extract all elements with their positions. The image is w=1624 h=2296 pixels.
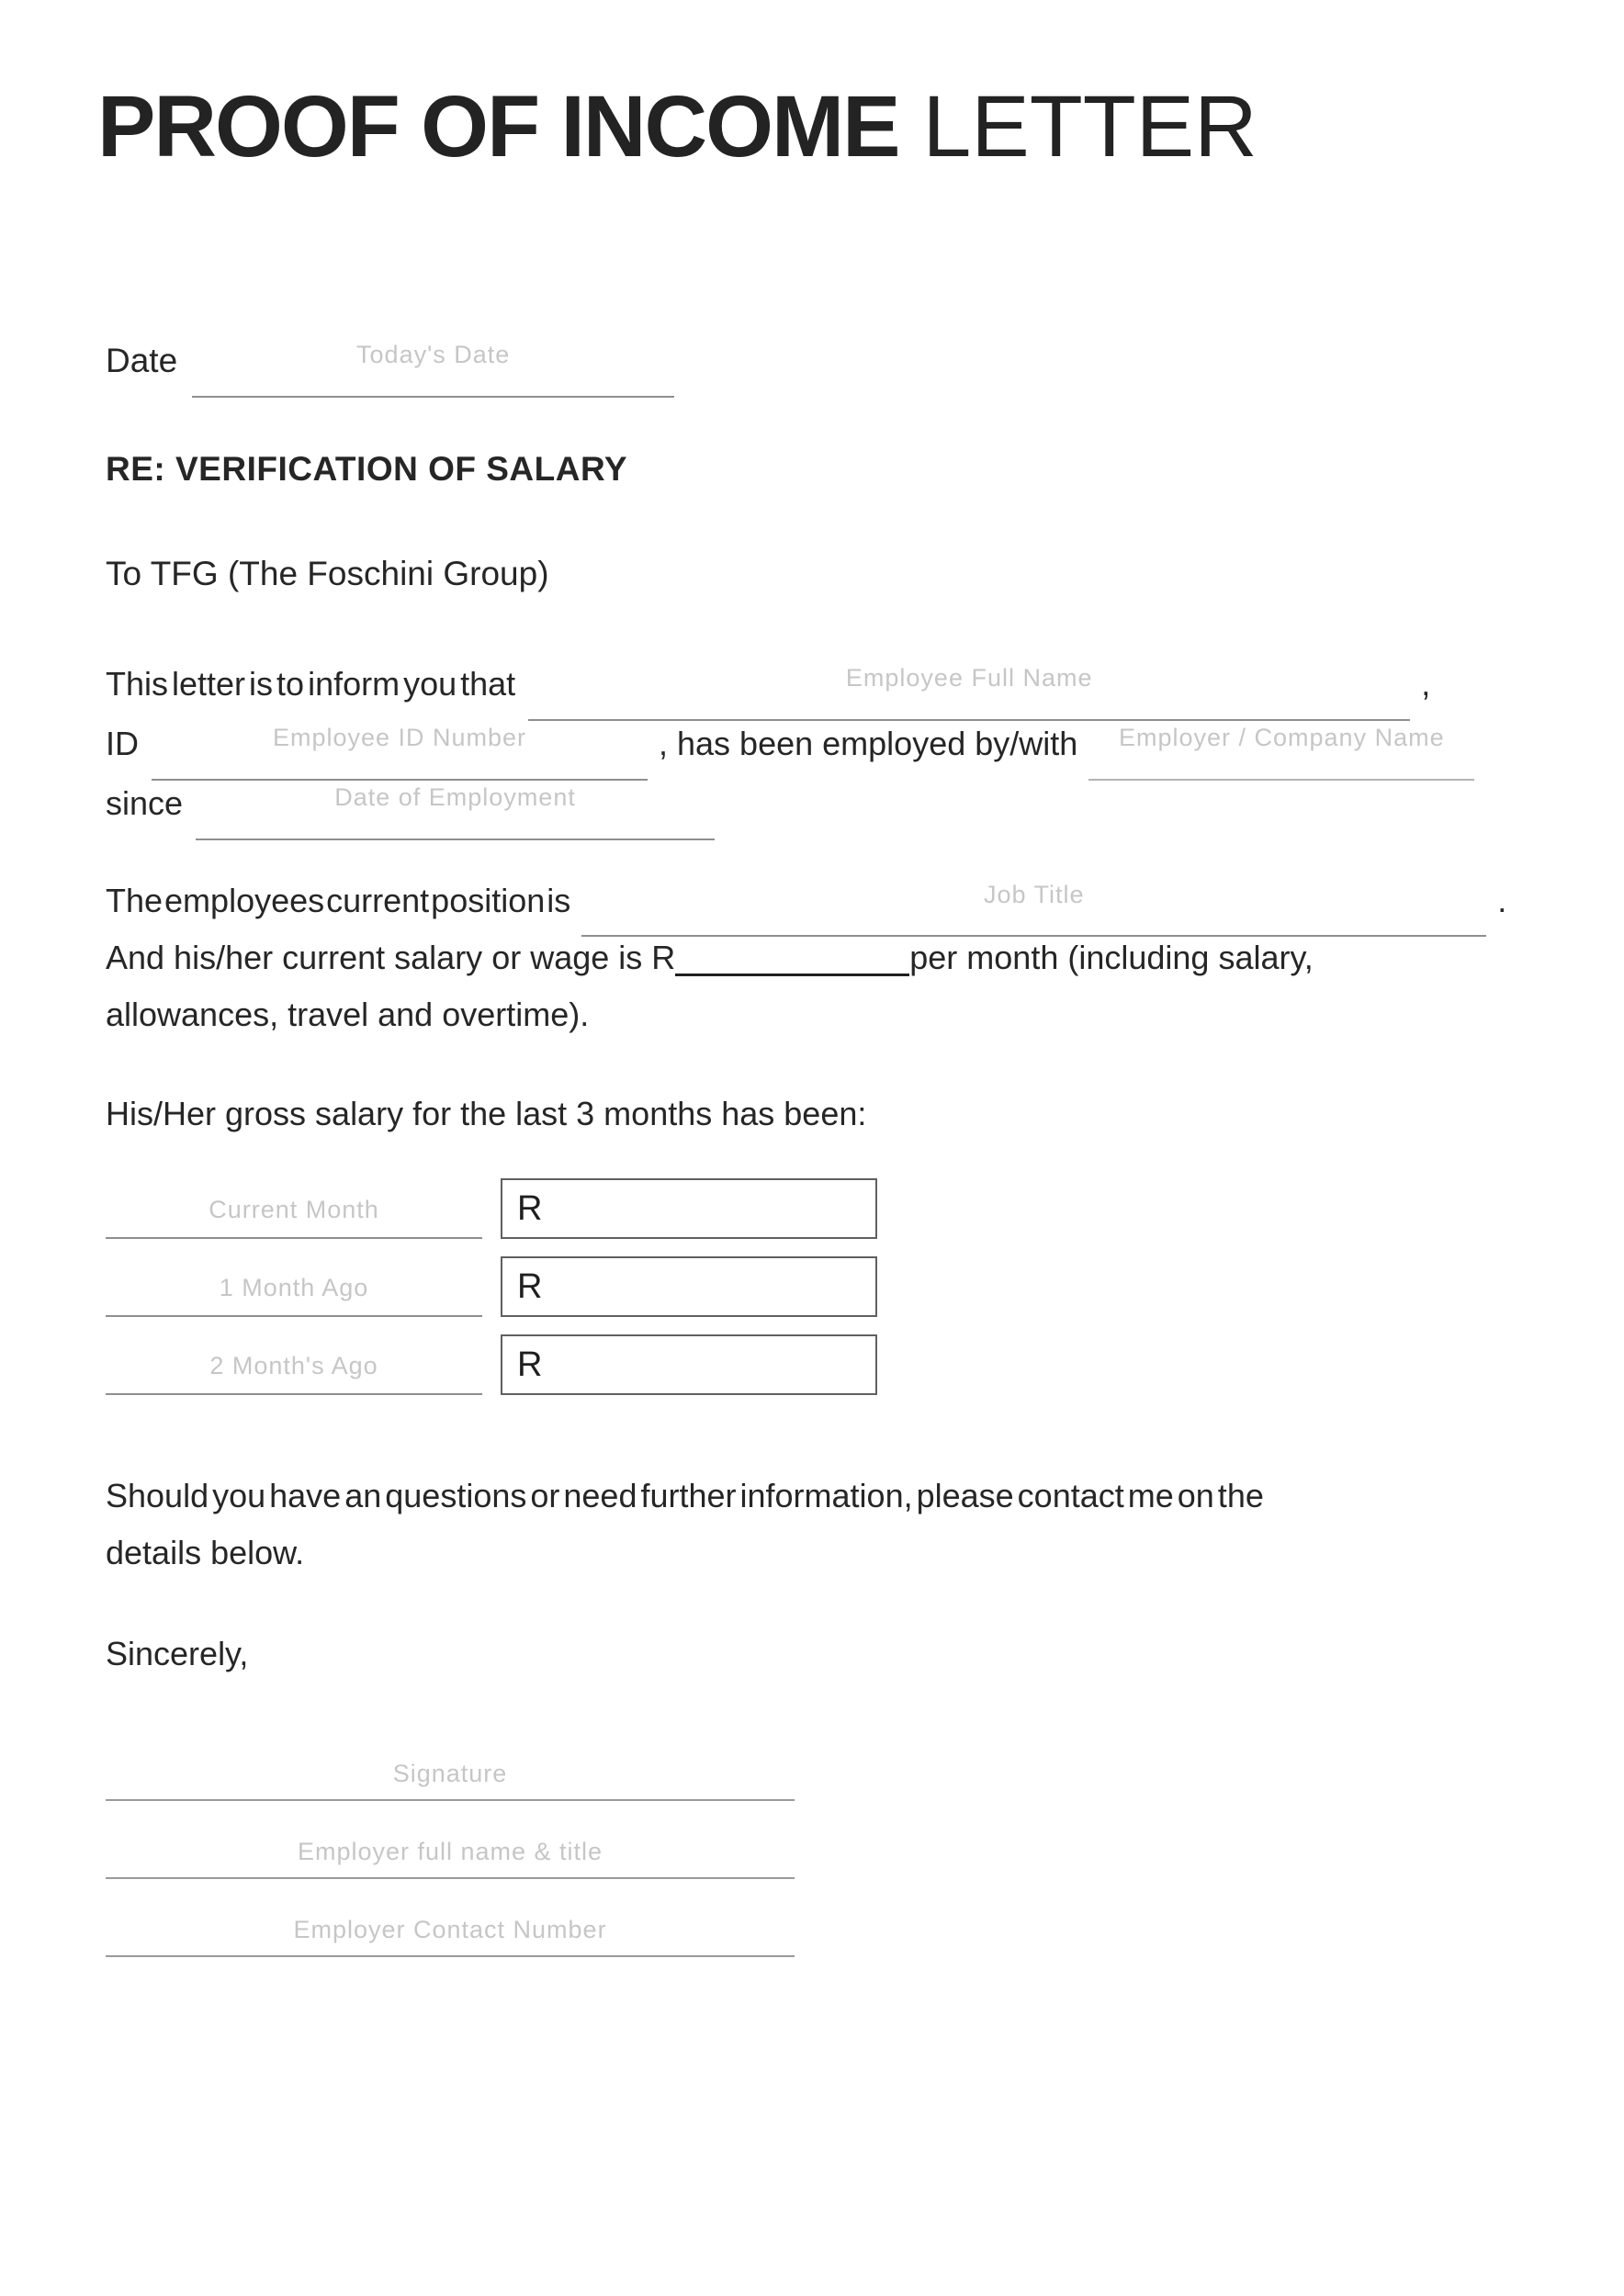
employee-id-field[interactable] <box>152 714 648 781</box>
job-title-field[interactable] <box>581 872 1486 937</box>
position-line-3: allowances, travel and overtime). <box>106 996 590 1033</box>
amount-box-current-month[interactable] <box>501 1178 877 1239</box>
intro-line-1-comma: , <box>1421 665 1431 703</box>
contact-paragraph <box>106 1468 1539 1581</box>
salary-text-prefix: And his/her current salary or wage is R <box>106 939 676 976</box>
employment-date-field[interactable] <box>196 773 715 840</box>
contact-line-1: Should you have an questions or need further information, please contact me on the <box>106 1477 1264 1514</box>
employment-date-placeholder: Date of Employment <box>334 783 576 811</box>
date-row <box>106 331 674 390</box>
position-line-1 <box>106 872 1539 929</box>
date-placeholder: Today's Date <box>356 341 511 368</box>
salary-row-current-month <box>106 1178 877 1239</box>
salary-row-1-month-ago <box>106 1256 877 1317</box>
employee-full-name-field[interactable] <box>528 654 1410 721</box>
employed-by-text: , has been employed by/with <box>659 725 1078 762</box>
intro-line-1 <box>106 654 1539 714</box>
employer-company-field[interactable] <box>1088 714 1474 781</box>
month-label-field-1-ago[interactable]: 1 Month Ago <box>106 1274 482 1317</box>
amount-box-2-months-ago[interactable] <box>501 1334 877 1395</box>
signature-field[interactable]: Signature <box>106 1760 795 1801</box>
job-title-placeholder: Job Title <box>983 881 1085 908</box>
contact-line-2: details below. <box>106 1534 305 1571</box>
intro-line-3 <box>106 773 1539 833</box>
subject-line: RE: VERIFICATION OF SALARY <box>106 450 627 488</box>
position-line-1-text: The employees current position is <box>106 882 571 919</box>
since-label: since <box>106 784 184 822</box>
salary-text-suffix: per month (including salary, <box>909 939 1314 976</box>
amount-box-1-month-ago[interactable] <box>501 1256 877 1317</box>
gross-salary-intro: His/Her gross salary for the last 3 months has been: <box>106 1095 867 1132</box>
salary-amount-field[interactable] <box>675 973 909 976</box>
recipient-line: To TFG (The Foschini Group) <box>106 555 549 592</box>
position-line-1-period: . <box>1497 882 1507 919</box>
title-bold: PROOF OF INCOME <box>97 78 899 175</box>
month-label-field-current[interactable]: Current Month <box>106 1196 482 1239</box>
date-field[interactable] <box>192 331 674 398</box>
employer-company-placeholder: Employer / Company Name <box>1118 724 1445 751</box>
employee-full-name-placeholder: Employee Full Name <box>845 664 1093 692</box>
signoff-line: Sincerely, <box>106 1635 249 1672</box>
currency-label: R <box>517 1188 543 1228</box>
intro-line-2 <box>106 714 1539 773</box>
employee-id-placeholder: Employee ID Number <box>272 724 527 751</box>
signature-block <box>106 1760 795 1994</box>
title-light: LETTER <box>922 78 1257 175</box>
intro-line-1-text: This letter is to inform you that <box>106 665 516 703</box>
salary-row-2-months-ago <box>106 1334 877 1395</box>
id-label: ID <box>106 725 139 762</box>
intro-paragraph <box>106 654 1539 833</box>
salary-history-table <box>106 1178 877 1412</box>
position-line-2 <box>106 929 1539 986</box>
currency-label: R <box>517 1266 543 1306</box>
currency-label: R <box>517 1345 543 1384</box>
position-paragraph <box>106 872 1539 1043</box>
month-label-field-2-ago[interactable]: 2 Month's Ago <box>106 1352 482 1395</box>
page-title <box>97 77 1257 177</box>
employer-contact-number-field[interactable]: Employer Contact Number <box>106 1916 795 1957</box>
employer-name-title-field[interactable]: Employer full name & title <box>106 1838 795 1879</box>
date-label: Date <box>106 342 178 379</box>
